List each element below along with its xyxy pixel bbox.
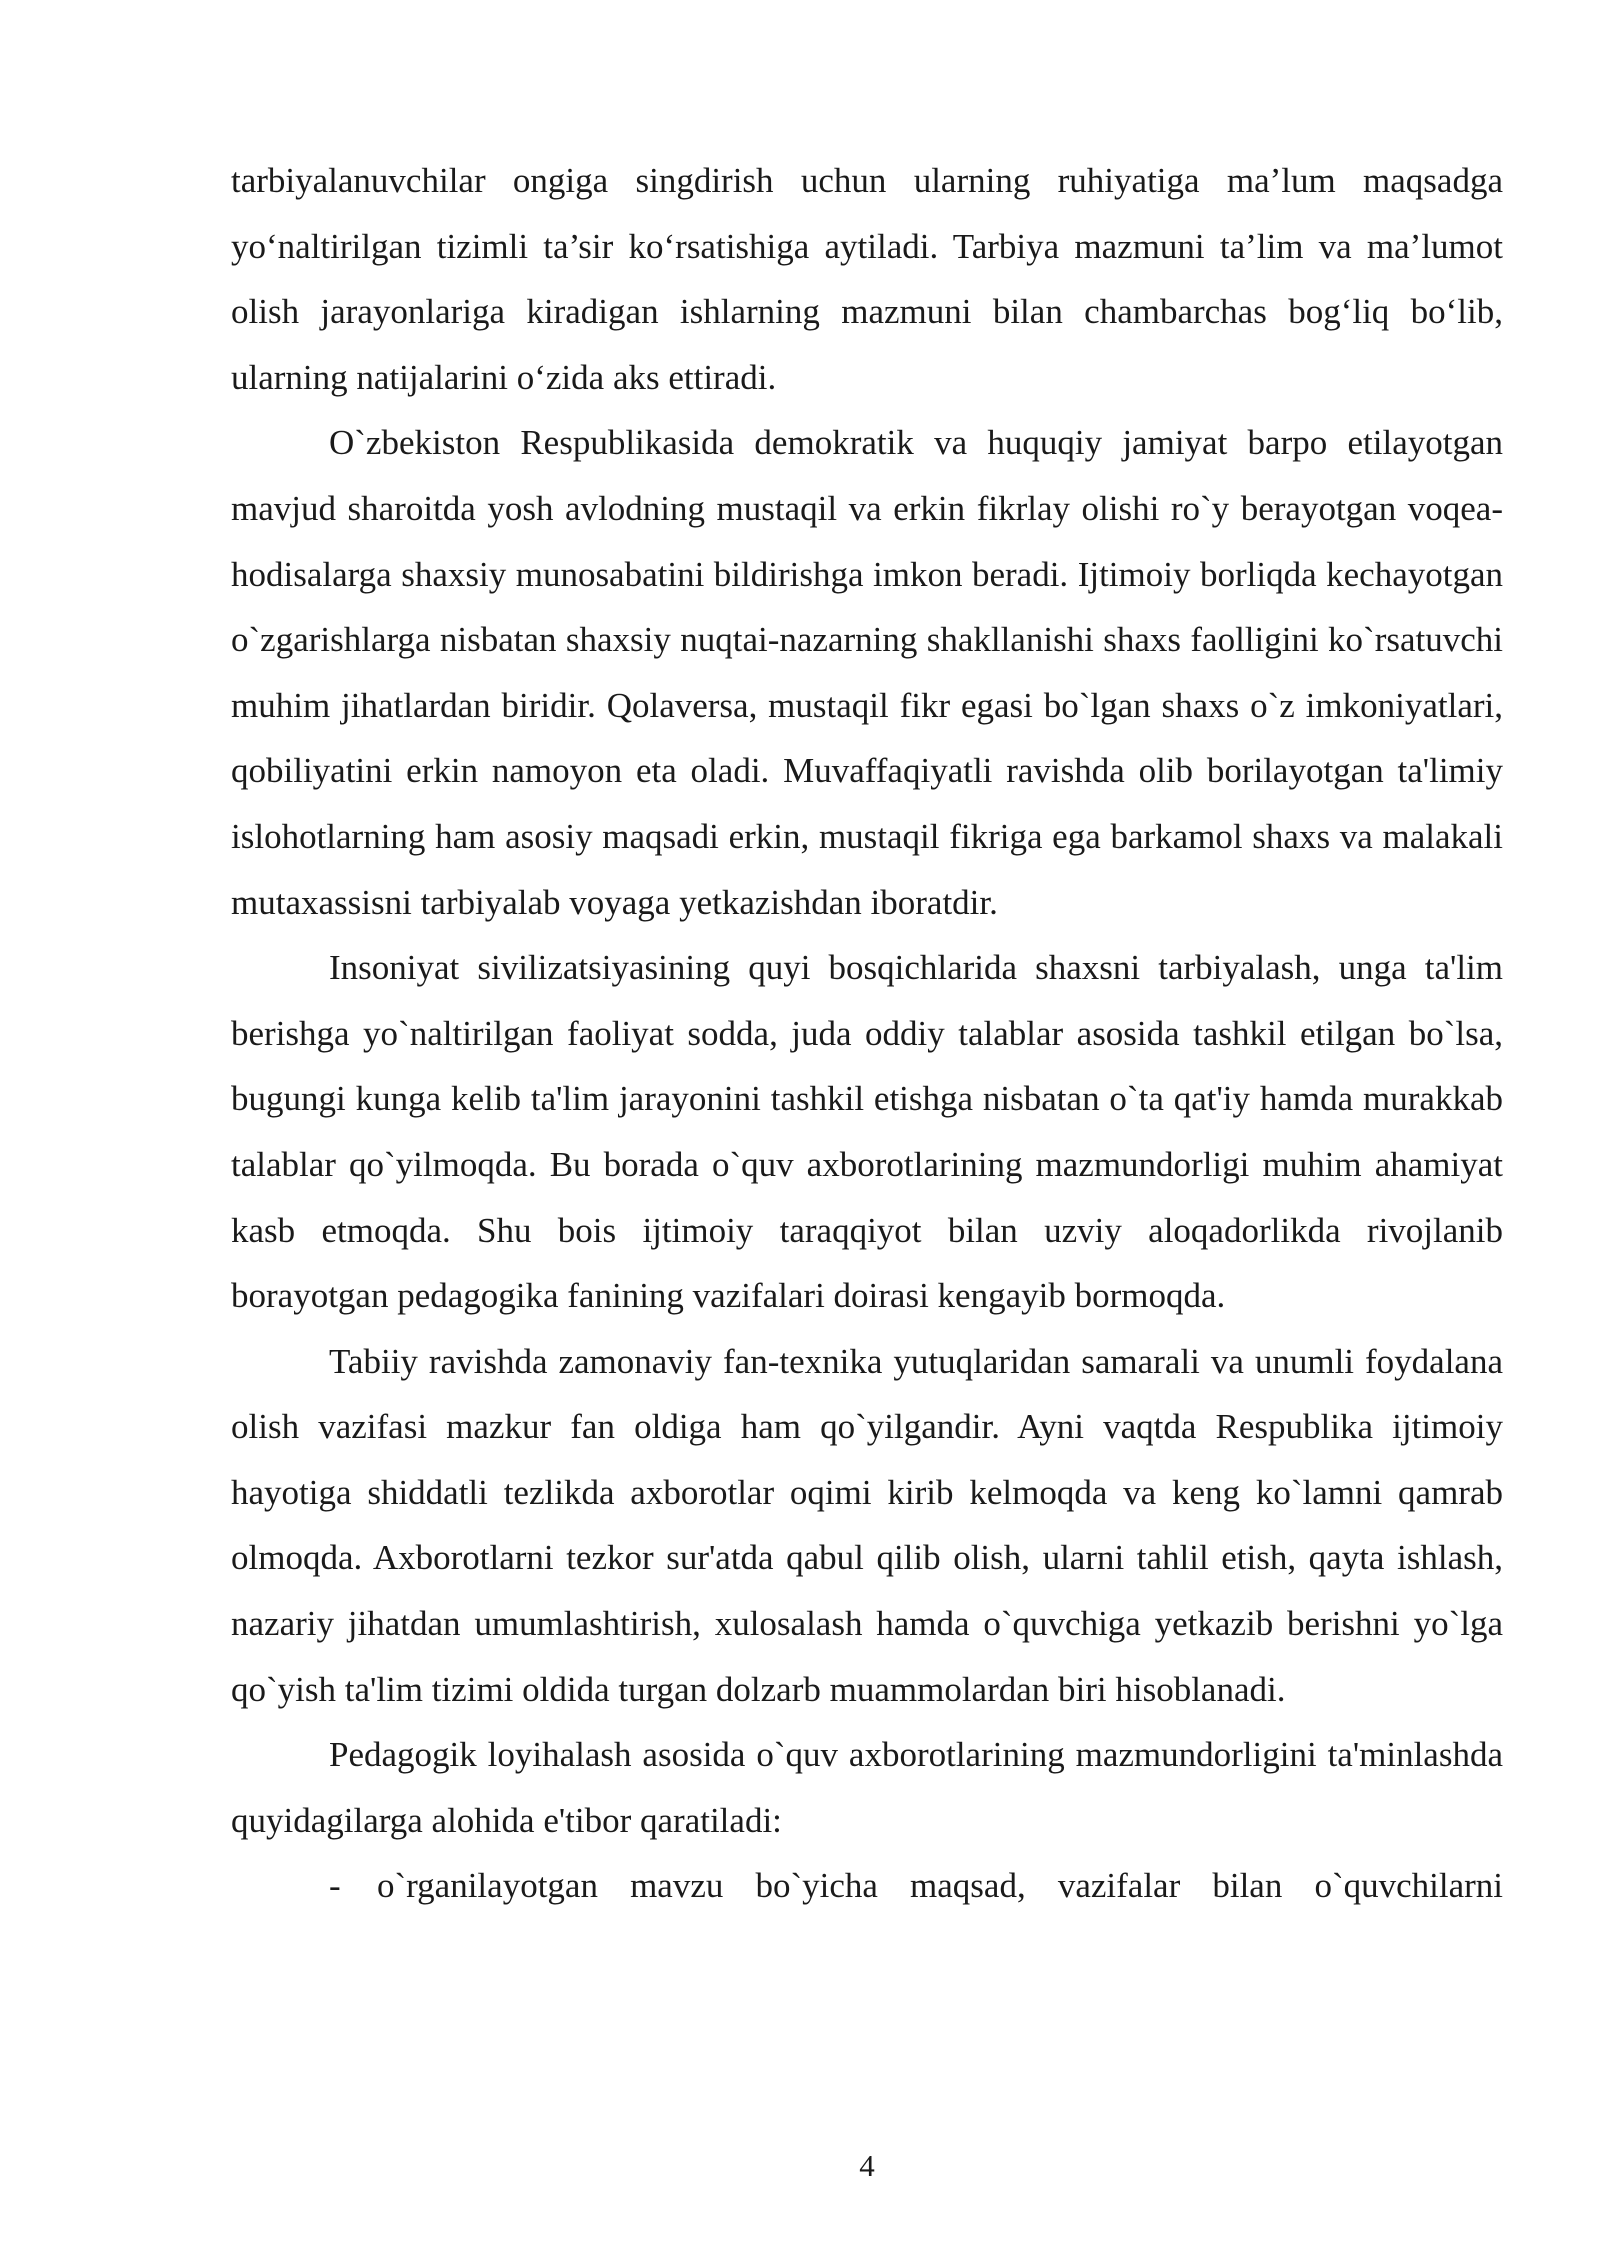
page-number: 4	[859, 2148, 875, 2183]
document-body	[231, 148, 1503, 1919]
paragraph-science-technology: Tabiiy ravishda zamonaviy fan-texnika yutuqlaridan samarali va unumli foydalana olish vazifasi mazkur fan oldiga ham qo`yilgandir. Ayni vaqtda Respublika ijtimoiy hayotiga shiddatli tezlikda axborotlar oqimi kirib kelmoqda va keng ko`lamni qamrab olmoqda. Axborotlarni tezkor sur'atda qabul qilib olish, ularni tahlil etish, qayta ishlash, nazariy jihatdan umumlashtirish, xulosalash hamda o`quvchiga yetkazib berishni yo`lga qo`yish ta'lim tizimi oldida turgan dolzarb muammolardan biri hisoblanadi.	[231, 1341, 1503, 1709]
paragraph-uzbekistan-democracy: O`zbekiston Respublikasida demokratik va huquqiy jamiyat barpo etilayotgan mavjud sharoitda yosh avlodning mustaqil va erkin fikrlay olishi ro`y berayotgan voqea-hodisalarga shaxsiy munosabatini bildirishga imkon beradi. Ijtimoiy borliqda kechayotgan o`zgarishlarga nisbatan shaxsiy nuqtai-nazarning shakllanishi shaxs faolligini ko`rsatuvchi muhim jihatlardan biridir. Qolaversa, mustaqil fikr egasi bo`lgan shaxs o`z imkoniyatlari, qobiliyatini erkin namoyon eta oladi. Muvaffaqiyatli ravishda olib borilayotgan ta'limiy islohotlarning ham asosiy maqsadi erkin, mustaqil fikriga ega barkamol shaxs va malakali mutaxassisni tarbiyalab voyaga yetkazishdan iboratdir.	[231, 423, 1503, 922]
list-item	[231, 1853, 1503, 1919]
list-bullet-dash: -	[329, 1866, 341, 1906]
list-item-text: o`rganilayotgan mavzu bo`yicha maqsad, vazifalar bilan o`quvchilarni	[377, 1866, 1503, 1906]
paragraph-civilization-education: Insoniyat sivilizatsiyasining quyi bosqichlarida shaxsni tarbiyalash, unga ta'lim berishga yo`naltirilgan faoliyat sodda, juda oddiy talablar asosida tashkil etilgan bo`lsa, bugungi kunga kelib ta'lim jarayonini tashkil etishga nisbatan o`ta qat'iy hamda murakkab talablar qo`yilmoqda. Bu borada o`quv axborotlarining mazmundorligi muhim ahamiyat kasb etmoqda. Shu bois ijtimoiy taraqqiyot bilan uzviy aloqadorlikda rivojlanib borayotgan pedagogika fanining vazifalari doirasi kengayib bormoqda.	[231, 948, 1503, 1316]
paragraph-continuation: tarbiyalanuvchilar ongiga singdirish uchun ularning ruhiyatiga ma’lum maqsadga yo‘naltirilgan tizimli ta’sir ko‘rsatishiga aytiladi. Tarbiya mazmuni ta’lim va ma’lumot olish jarayonlariga kiradigan ishlarning mazmuni bilan chambarchas bog‘liq bo‘lib, ularning natijalarini o‘zida aks ettiradi.	[231, 161, 1503, 397]
paragraph-pedagogical-design: Pedagogik loyihalash asosida o`quv axborotlarining mazmundorligini ta'minlashda quyidagilarga alohida e'tibor qaratiladi:	[231, 1735, 1503, 1840]
